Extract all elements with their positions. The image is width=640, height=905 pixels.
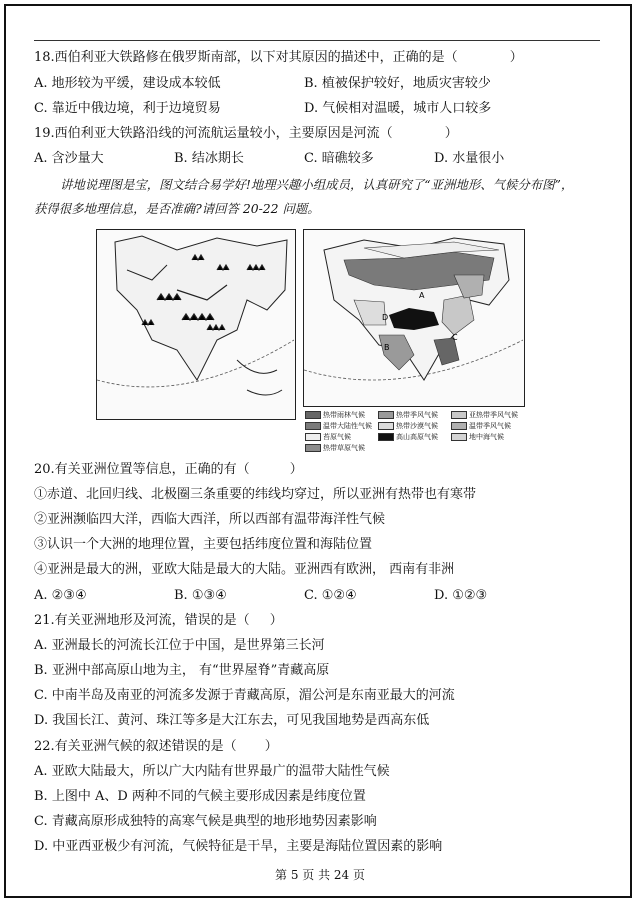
q21-option-b: B. 亚洲中部高原山地为主， 有“世界屋脊”青藏高原 — [34, 663, 330, 678]
q19-stem: 19.西伯利亚大铁路沿线的河流航运量较小，主要原因是河流（ ） — [34, 126, 458, 141]
q18-option-b: B. 植被保护较好，地质灾害较少 — [304, 76, 491, 91]
legend-item: 地中海气候 — [451, 432, 504, 442]
terrain-map-graphic — [97, 230, 294, 418]
q18-option-a: A. 地形较为平缓，建设成本较低 — [34, 76, 221, 91]
header-rule — [34, 40, 600, 41]
q18-stem: 18.西伯利亚大铁路修在俄罗斯南部，以下对其原因的描述中，正确的是（ ） — [34, 50, 523, 65]
q20-option-d: D. ①②③ — [434, 588, 488, 603]
q22-option-d: D. 中亚西亚极少有河流，气候特征是干旱，主要是海陆位置因素的影响 — [34, 839, 443, 854]
legend-item: 热带雨林气候 — [305, 410, 365, 420]
q21-option-d: D. 我国长江、黄河、珠江等多是大江东去，可见我国地势是西高东低 — [34, 713, 430, 728]
page-number: 第 5 页 共 24 页 — [275, 868, 365, 882]
q18-option-d: D. 气候相对温暖，城市人口较多 — [304, 101, 492, 116]
q21-stem: 21.有关亚洲地形及河流，错误的是（ ） — [34, 613, 283, 628]
q20-option-b: B. ①③④ — [174, 588, 227, 603]
climate-label-a: A — [419, 291, 425, 300]
q19-option-d: D. 水量很小 — [434, 151, 505, 166]
intro-line-1: 讲地说理图是宝，图文结合易学好!地理兴趣小组成员，认真研究了“亚洲地形、气候分布图”， — [60, 177, 574, 192]
q19-option-b: B. 结冰期长 — [174, 151, 244, 166]
q18-option-c: C. 靠近中俄边境，利于边境贸易 — [34, 101, 221, 116]
climate-label-c: C — [452, 333, 458, 342]
q19-option-a: A. 含沙量大 — [34, 151, 104, 166]
legend-item: 热带草原气候 — [305, 443, 365, 453]
q22-option-a: A. 亚欧大陆最大，所以广大内陆有世界最广的温带大陆性气候 — [34, 764, 390, 779]
q21-option-c: C. 中南半岛及南亚的河流多发源于青藏高原，湄公河是东南亚最大的河流 — [34, 688, 455, 703]
legend-item: 高山高原气候 — [378, 432, 438, 442]
legend-item: 热带沙漠气候 — [378, 421, 438, 431]
q22-option-b: B. 上图中 A、D 两种不同的气候主要形成因素是纬度位置 — [34, 789, 366, 804]
q20-option-a: A. ②③④ — [34, 588, 87, 603]
q20-statement-1: ①赤道、北回归线、北极圈三条重要的纬线均穿过，所以亚洲有热带也有寒带 — [34, 487, 477, 502]
q21-option-a: A. 亚洲最长的河流长江位于中国，是世界第三长河 — [34, 638, 325, 653]
intro-line-2: 获得很多地理信息，是否准确?请回答 20-22 问题。 — [34, 201, 320, 216]
q20-stem: 20.有关亚洲位置等信息，正确的有（ ） — [34, 462, 303, 477]
climate-label-b: B — [384, 343, 390, 352]
q20-option-c: C. ①②④ — [304, 588, 357, 603]
q20-statement-3: ③认识一个大洲的地理位置，主要包括纬度位置和海陆位置 — [34, 537, 373, 552]
legend-item: 热带季风气候 — [378, 410, 438, 420]
q22-stem: 22.有关亚洲气候的叙述错误的是（ ） — [34, 739, 278, 754]
q20-statement-2: ②亚洲濒临四大洋，西临大西洋，所以西部有温带海洋性气候 — [34, 512, 386, 527]
asia-terrain-map — [96, 229, 296, 420]
q22-option-c: C. 青藏高原形成独特的高寒气候是典型的地形地势因素影响 — [34, 814, 377, 829]
q19-option-c: C. 暗礁较多 — [304, 151, 374, 166]
legend-item: 苔原气候 — [305, 432, 351, 442]
climate-label-d: D — [382, 313, 389, 322]
asia-climate-map — [303, 229, 525, 407]
q20-statement-4: ④亚洲是最大的洲，亚欧大陆是最大的大陆。亚洲西有欧洲， 西南有非洲 — [34, 562, 455, 577]
climate-map-graphic — [304, 230, 523, 405]
legend-item: 温带季风气候 — [451, 421, 511, 431]
legend-item: 温带大陆性气候 — [305, 421, 372, 431]
legend-item: 亚热带季风气候 — [451, 410, 518, 420]
